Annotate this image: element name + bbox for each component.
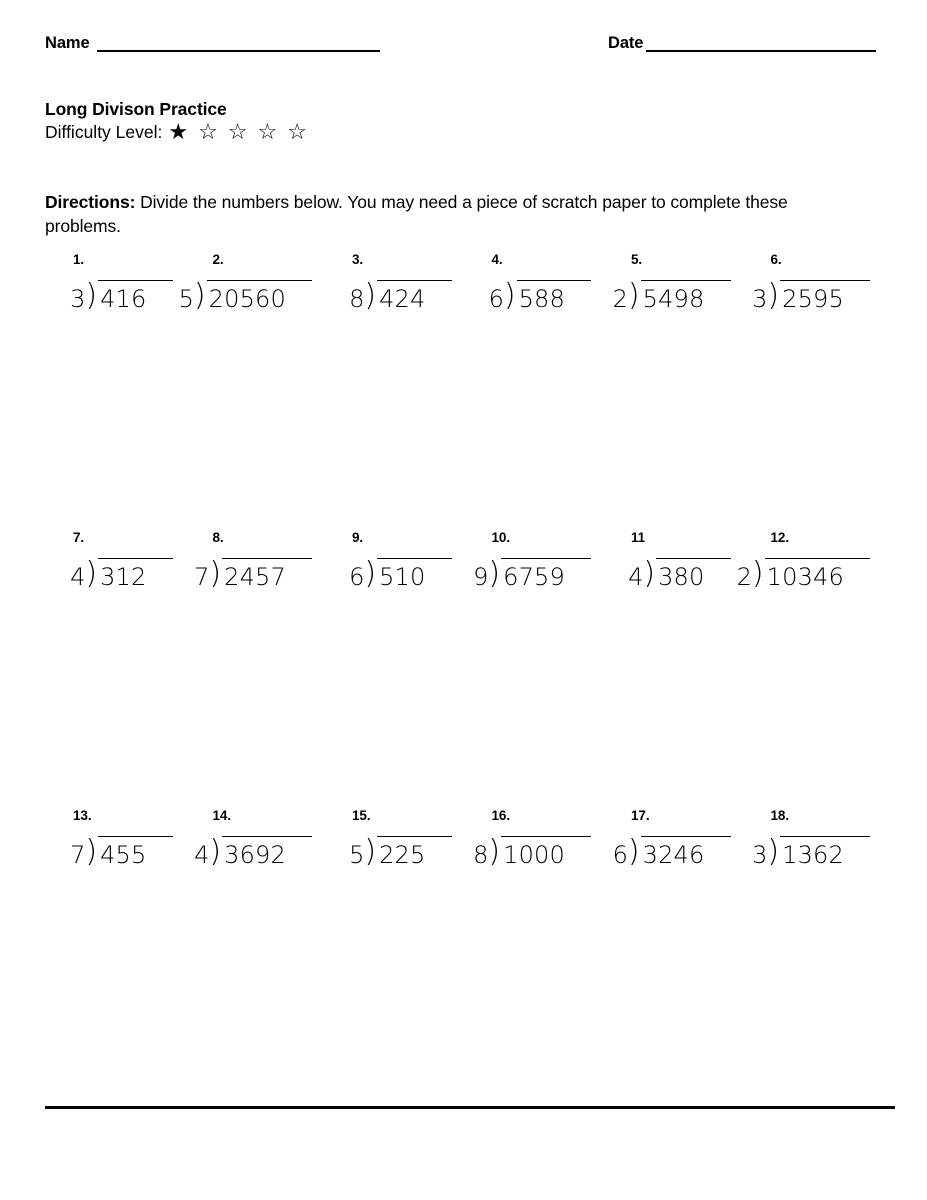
difficulty-rating — [45, 121, 308, 144]
divisor: 8 — [473, 841, 489, 869]
problem-17[interactable] — [603, 808, 743, 1086]
long-division-expression — [70, 280, 172, 314]
dividend: 5498 — [642, 285, 705, 313]
long-division-expression — [737, 558, 870, 592]
divisor: 3 — [752, 841, 768, 869]
divisor: 9 — [473, 563, 489, 591]
division-bracket — [628, 280, 731, 314]
division-bracket-curve-icon: ) — [751, 556, 764, 591]
problem-number: 4. — [491, 252, 503, 267]
problem-1[interactable] — [45, 252, 185, 530]
dividend-vinculum — [656, 558, 730, 592]
division-bracket-curve-icon: ) — [488, 556, 501, 591]
long-division-expression — [473, 836, 591, 870]
problem-number: 11 — [631, 530, 646, 545]
problem-number: 2. — [212, 252, 224, 267]
dividend: 455 — [100, 841, 147, 869]
division-bracket-curve-icon: ) — [364, 278, 377, 313]
long-division-expression — [752, 836, 870, 870]
problem-number: 14. — [212, 808, 231, 823]
long-division-expression — [194, 558, 312, 592]
problem-9[interactable] — [324, 530, 464, 808]
problem-11[interactable] — [603, 530, 743, 808]
division-bracket-curve-icon: ) — [767, 278, 780, 313]
dividend: 225 — [379, 841, 426, 869]
date-field[interactable] — [608, 34, 876, 52]
problem-number: 10. — [491, 530, 510, 545]
name-label: Name — [45, 34, 90, 52]
divisor: 4 — [194, 841, 210, 869]
problem-2[interactable] — [178, 252, 325, 530]
divisor: 5 — [349, 841, 365, 869]
division-bracket — [488, 836, 591, 870]
dividend-vinculum — [501, 558, 591, 592]
division-bracket — [628, 836, 731, 870]
dividend: 1000 — [503, 841, 565, 869]
dividend-vinculum — [780, 280, 870, 314]
division-bracket — [752, 558, 870, 592]
dividend-vinculum — [98, 280, 172, 314]
divisor: 6 — [488, 285, 504, 313]
problem-15[interactable] — [324, 808, 464, 1086]
division-bracket-curve-icon: ) — [643, 556, 656, 591]
division-bracket-curve-icon: ) — [209, 556, 222, 591]
problem-number: 5. — [631, 252, 643, 267]
star-rating-icons: ★ ☆ ☆ ☆ ☆ — [168, 119, 309, 145]
dividend: 1362 — [782, 841, 844, 869]
directions-text: Divide the numbers below. You may need a piece of scratch paper to complete these problems. — [45, 191, 788, 236]
division-bracket — [767, 280, 870, 314]
division-bracket — [209, 558, 312, 592]
problem-7[interactable] — [45, 530, 185, 808]
long-division-expression — [613, 836, 731, 870]
dividend: 2457 — [224, 563, 286, 591]
dividend: 424 — [379, 285, 426, 313]
dividend-vinculum — [207, 280, 312, 314]
dividend-vinculum — [222, 836, 312, 870]
long-division-expression — [179, 280, 312, 314]
long-division-expression — [628, 558, 730, 592]
long-division-expression — [194, 836, 312, 870]
dividend-vinculum — [377, 558, 451, 592]
student-identification-row — [45, 34, 882, 60]
problem-14[interactable] — [185, 808, 325, 1086]
problem-row — [45, 808, 882, 1086]
division-bracket-curve-icon: ) — [193, 278, 206, 313]
long-division-expression — [489, 280, 591, 314]
dividend-vinculum — [517, 280, 591, 314]
directions-label: Directions: — [45, 191, 136, 212]
long-division-expression — [349, 558, 451, 592]
dividend-vinculum — [98, 558, 172, 592]
divisor: 7 — [194, 563, 210, 591]
division-bracket — [504, 280, 591, 314]
problem-6[interactable] — [743, 252, 883, 530]
problem-5[interactable] — [603, 252, 743, 530]
title-block — [45, 99, 308, 144]
divisor: 5 — [178, 285, 194, 313]
problem-8[interactable] — [185, 530, 325, 808]
division-bracket — [85, 836, 172, 870]
division-bracket — [209, 836, 312, 870]
division-bracket — [488, 558, 591, 592]
division-bracket-curve-icon: ) — [767, 834, 780, 869]
division-bracket-curve-icon: ) — [627, 278, 640, 313]
long-division-expression — [752, 280, 870, 314]
problem-number: 9. — [352, 530, 364, 545]
problem-13[interactable] — [45, 808, 185, 1086]
long-division-expression — [349, 280, 451, 314]
footer-divider — [45, 1106, 895, 1109]
divisor: 6 — [349, 563, 365, 591]
dividend-vinculum — [377, 280, 451, 314]
problem-row — [45, 252, 882, 530]
directions — [45, 190, 835, 238]
dividend: 6759 — [503, 563, 565, 591]
problem-4[interactable] — [464, 252, 604, 530]
problem-12[interactable] — [736, 530, 883, 808]
division-bracket-curve-icon: ) — [364, 556, 377, 591]
division-bracket — [364, 558, 451, 592]
problem-grid — [45, 252, 882, 1086]
dividend: 3246 — [642, 841, 705, 869]
long-division-expression — [349, 836, 451, 870]
dividend-vinculum — [765, 558, 870, 592]
problem-3[interactable] — [324, 252, 464, 530]
problem-number: 12. — [770, 530, 789, 545]
long-division-expression — [70, 836, 172, 870]
division-bracket — [643, 558, 730, 592]
dividend: 3692 — [224, 841, 286, 869]
division-bracket-curve-icon: ) — [209, 834, 222, 869]
dividend: 10346 — [766, 563, 844, 591]
long-division-expression — [473, 558, 591, 592]
name-field[interactable] — [45, 34, 380, 52]
long-division-expression — [70, 558, 172, 592]
problem-row — [45, 530, 882, 808]
divisor: 8 — [349, 285, 365, 313]
division-bracket-curve-icon: ) — [85, 278, 98, 313]
divisor: 7 — [70, 841, 86, 869]
dividend-vinculum — [780, 836, 870, 870]
date-write-line[interactable] — [646, 36, 876, 52]
dividend: 2595 — [782, 285, 844, 313]
division-bracket — [767, 836, 870, 870]
dividend-vinculum — [501, 836, 591, 870]
long-division-expression — [613, 280, 731, 314]
division-bracket-curve-icon: ) — [627, 834, 640, 869]
dividend-vinculum — [377, 836, 451, 870]
divisor: 2 — [612, 285, 628, 313]
dividend-vinculum — [98, 836, 172, 870]
divisor: 2 — [736, 563, 752, 591]
name-write-line[interactable] — [97, 36, 380, 52]
division-bracket — [364, 280, 451, 314]
problem-number: 8. — [212, 530, 224, 545]
divisor: 4 — [70, 563, 86, 591]
difficulty-label: Difficulty Level: — [45, 122, 163, 142]
division-bracket — [364, 836, 451, 870]
division-bracket-curve-icon: ) — [503, 278, 516, 313]
division-bracket-curve-icon: ) — [488, 834, 501, 869]
problem-number: 6. — [770, 252, 782, 267]
dividend-vinculum — [641, 836, 731, 870]
problem-number: 18. — [770, 808, 789, 823]
divisor: 3 — [752, 285, 768, 313]
dividend: 588 — [518, 285, 565, 313]
dividend: 416 — [100, 285, 147, 313]
dividend: 312 — [100, 563, 147, 591]
division-bracket-curve-icon: ) — [85, 834, 98, 869]
dividend: 380 — [658, 563, 705, 591]
divisor: 4 — [628, 563, 644, 591]
dividend-vinculum — [222, 558, 312, 592]
problem-number: 7. — [73, 530, 85, 545]
problem-number: 1. — [73, 252, 85, 267]
dividend-vinculum — [641, 280, 731, 314]
problem-10[interactable] — [464, 530, 604, 808]
dividend: 20560 — [208, 285, 286, 313]
division-bracket — [85, 558, 172, 592]
problem-number: 13. — [73, 808, 92, 823]
division-bracket — [85, 280, 172, 314]
division-bracket-curve-icon: ) — [85, 556, 98, 591]
problem-number: 3. — [352, 252, 364, 267]
divisor: 3 — [70, 285, 86, 313]
problem-number: 16. — [491, 808, 510, 823]
division-bracket — [194, 280, 312, 314]
problem-16[interactable] — [464, 808, 604, 1086]
page-title: Long Divison Practice — [45, 99, 227, 119]
problem-number: 15. — [352, 808, 371, 823]
dividend: 510 — [379, 563, 426, 591]
date-label: Date — [608, 34, 644, 52]
divisor: 6 — [612, 841, 628, 869]
problem-number: 17. — [631, 808, 650, 823]
division-bracket-curve-icon: ) — [364, 834, 377, 869]
problem-18[interactable] — [743, 808, 883, 1086]
